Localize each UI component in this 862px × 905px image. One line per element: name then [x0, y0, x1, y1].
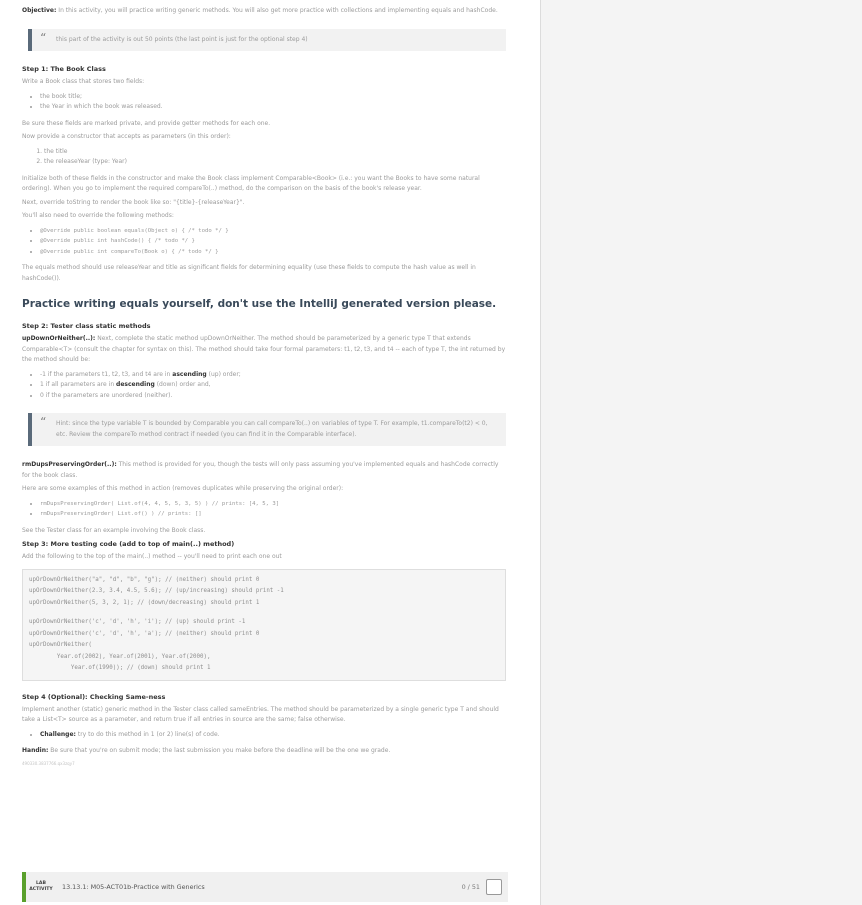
- lab-title[interactable]: 13.13.1: M05-ACT01b-Practice with Generics: [62, 883, 205, 891]
- tester-note: See the Tester class for an example involving the Book class.: [22, 526, 206, 534]
- list-item: [40, 236, 506, 247]
- rm-paragraph: [22, 460, 506, 481]
- code-line: Year.of(1990)); // (down) should print 1: [29, 665, 211, 671]
- step1-method-list: [22, 226, 506, 258]
- step4-text: Implement another (static) generic method in the Tester class called sameEntries. The method should be parameterized by a single generic type T and should take a List<T> source as a parameter, and return true if all entries in source are the same; false otherwise.: [22, 705, 499, 723]
- list-item: [40, 247, 506, 258]
- hint-note: [28, 413, 506, 446]
- rm-label: rmDupsPreservingOrder(..):: [22, 461, 117, 468]
- right-gutter: [541, 0, 862, 905]
- hint-text: Hint: since the type variable T is bounded by Comparable you can call compareTo(..) on variables of type T. For example, t1.compareTo(t2) < 0, etc. Review the compareTo method contract if needed (you can find it in the Comparable interface).: [56, 420, 488, 438]
- step3-heading: Step 3: More testing code (add to top of main(..) method): [22, 540, 235, 548]
- challenge-label: Challenge:: [40, 730, 76, 738]
- quote-icon: “: [40, 415, 47, 429]
- rm-description: This method is provided for you, though the tests will only pass assuming you've implemented equals and hashCode correctly for the book class.: [22, 461, 499, 479]
- step1-param-list: [22, 147, 506, 168]
- step1-ctor-note: Now provide a constructor that accepts as parameters (in this order):: [22, 133, 231, 140]
- handin-label: Handin:: [22, 747, 49, 754]
- step1-override-note: You'll also need to override the following methods:: [22, 212, 174, 219]
- method-signature: @Override public int hashCode() { /* todo */ }: [40, 238, 195, 244]
- code-line: upOrDownOrNeither(2.3, 3.4, 4.5, 5.6); // (up/increasing) should print -1: [29, 588, 284, 594]
- step4-heading: Step 4 (Optional): Checking Same-ness: [22, 692, 166, 701]
- method-description: Next, complete the static method upDownOrNeither. The method should be parameterized by a generic type T that extends Comparable<T> (consult the chapter for syntax on this). The method should take four formal parameters: t1, t2, t3, and t4 -- each of type T, the int returned by the method should be:: [22, 335, 506, 363]
- list-item: 2. the releaseYear (type: Year): [44, 157, 506, 168]
- code-line: upOrDownOrNeither('c', 'd', 'h', 'a'); // (neither) should print 0: [29, 630, 260, 637]
- method-signature: @Override public int compareTo(Book o) { /* todo */ }: [40, 248, 219, 255]
- step2-return-list: [22, 370, 506, 402]
- objective-text: In this activity, you will practice writing generic methods. You will also get more practice with collections and implementing equals and hashCode.: [56, 7, 498, 14]
- step1-intro: Write a Book class that stores two fields:: [22, 78, 145, 85]
- points-note: [28, 29, 506, 52]
- step1-heading: Step 1: The Book Class: [22, 65, 106, 73]
- code-line: upOrDownOrNeither(5, 3, 2, 1); // (down/decreasing) should print 1: [29, 599, 260, 606]
- step2-heading: Step 2: Tester class static methods: [22, 322, 151, 330]
- list-item: 1. the title: [44, 147, 506, 158]
- method-label: upDownOrNeither(..):: [22, 335, 96, 342]
- list-item: • the Year in which the book was released.: [40, 102, 506, 113]
- completion-checkbox-icon: [486, 879, 502, 895]
- code-block: [22, 569, 506, 681]
- examples-list: [22, 499, 506, 520]
- code-line: upOrDownOrNeither('c', 'd', 'h', 'i'); // (up) should print -1: [29, 619, 246, 625]
- objective-label: Objective:: [22, 7, 57, 14]
- points-note-text: this part of the activity is out 50 points (the last point is just for the optional step 4): [56, 35, 308, 43]
- step1-tostring-note: Next, override toString to render the book like so: "{title}-{releaseYear}".: [22, 198, 245, 206]
- list-item: [40, 509, 506, 520]
- step1-private-note: Be sure these fields are marked private, and provide getter methods for each one.: [22, 119, 271, 127]
- code-line: Year.of(2002), Year.of(2001), Year.of(2000),: [29, 653, 211, 660]
- handin-text: Be sure that you're on submit mode; the last submission you make before the deadline will be the one we grade.: [48, 747, 391, 754]
- lab-score: 0 / 51: [461, 883, 480, 891]
- list-item: • -1 if the parameters t1, t2, t3, and t4 are in ascending (up) order;: [40, 370, 506, 381]
- step2-method-paragraph: [22, 334, 506, 366]
- example-code: rmDupsPreservingOrder( List.of() ) // prints: []: [40, 511, 202, 517]
- submission-id: 490330.3837766.qx3zqy7: [22, 760, 75, 766]
- objective-paragraph: [22, 6, 506, 17]
- handin-paragraph: [22, 746, 506, 757]
- list-item: • the book title;: [40, 92, 506, 103]
- lab-activity-bar[interactable]: [22, 872, 508, 902]
- list-item: [40, 499, 506, 510]
- list-item: • 0 if the parameters are unordered (neither).: [40, 391, 506, 402]
- step1-equals-note: The equals method should use releaseYear and title as significant fields for determining equality (use these fields to compute the hash value as well in hashCode()).: [22, 264, 476, 282]
- quote-icon: “: [40, 30, 47, 45]
- challenge-list: [22, 730, 506, 741]
- practice-heading: Practice writing equals yourself, don't use the IntelliJ generated version please.: [22, 298, 497, 310]
- step1-field-list: [22, 92, 506, 113]
- step1-init-note: Initialize both of these fields in the constructor and make the Book class implement Comparable<Book> (i.e.: you want the Books to have some natural ordering). When you go to implement the required compareTo(..) method, do the comparison on the basis of the book's release year.: [22, 174, 480, 192]
- list-item: • 1 if all parameters are in descending (down) order and,: [40, 380, 506, 391]
- code-line: upOrDownOrNeither("a", "d", "b", "g"); // (neither) should print 0: [29, 576, 260, 583]
- method-signature: @Override public boolean equals(Object o) { /* todo */ }: [40, 227, 229, 234]
- code-line: upOrDownOrNeither(: [29, 642, 92, 648]
- challenge-text: try to do this method in 1 (or 2) line(s) of code.: [75, 730, 220, 738]
- list-item: [40, 226, 506, 237]
- examples-note: Here are some examples of this method in action (removes duplicates while preserving the original order):: [22, 485, 344, 492]
- example-code: rmDupsPreservingOrder( List.of(4, 4, 5, 5, 3, 5) ) // prints: [4, 5, 3]: [40, 500, 280, 507]
- list-item: [40, 730, 506, 741]
- step3-intro: Add the following to the top of the main(..) method -- you'll need to print each one out: [22, 553, 282, 560]
- lab-badge: LAB ACTIVITY: [29, 881, 53, 892]
